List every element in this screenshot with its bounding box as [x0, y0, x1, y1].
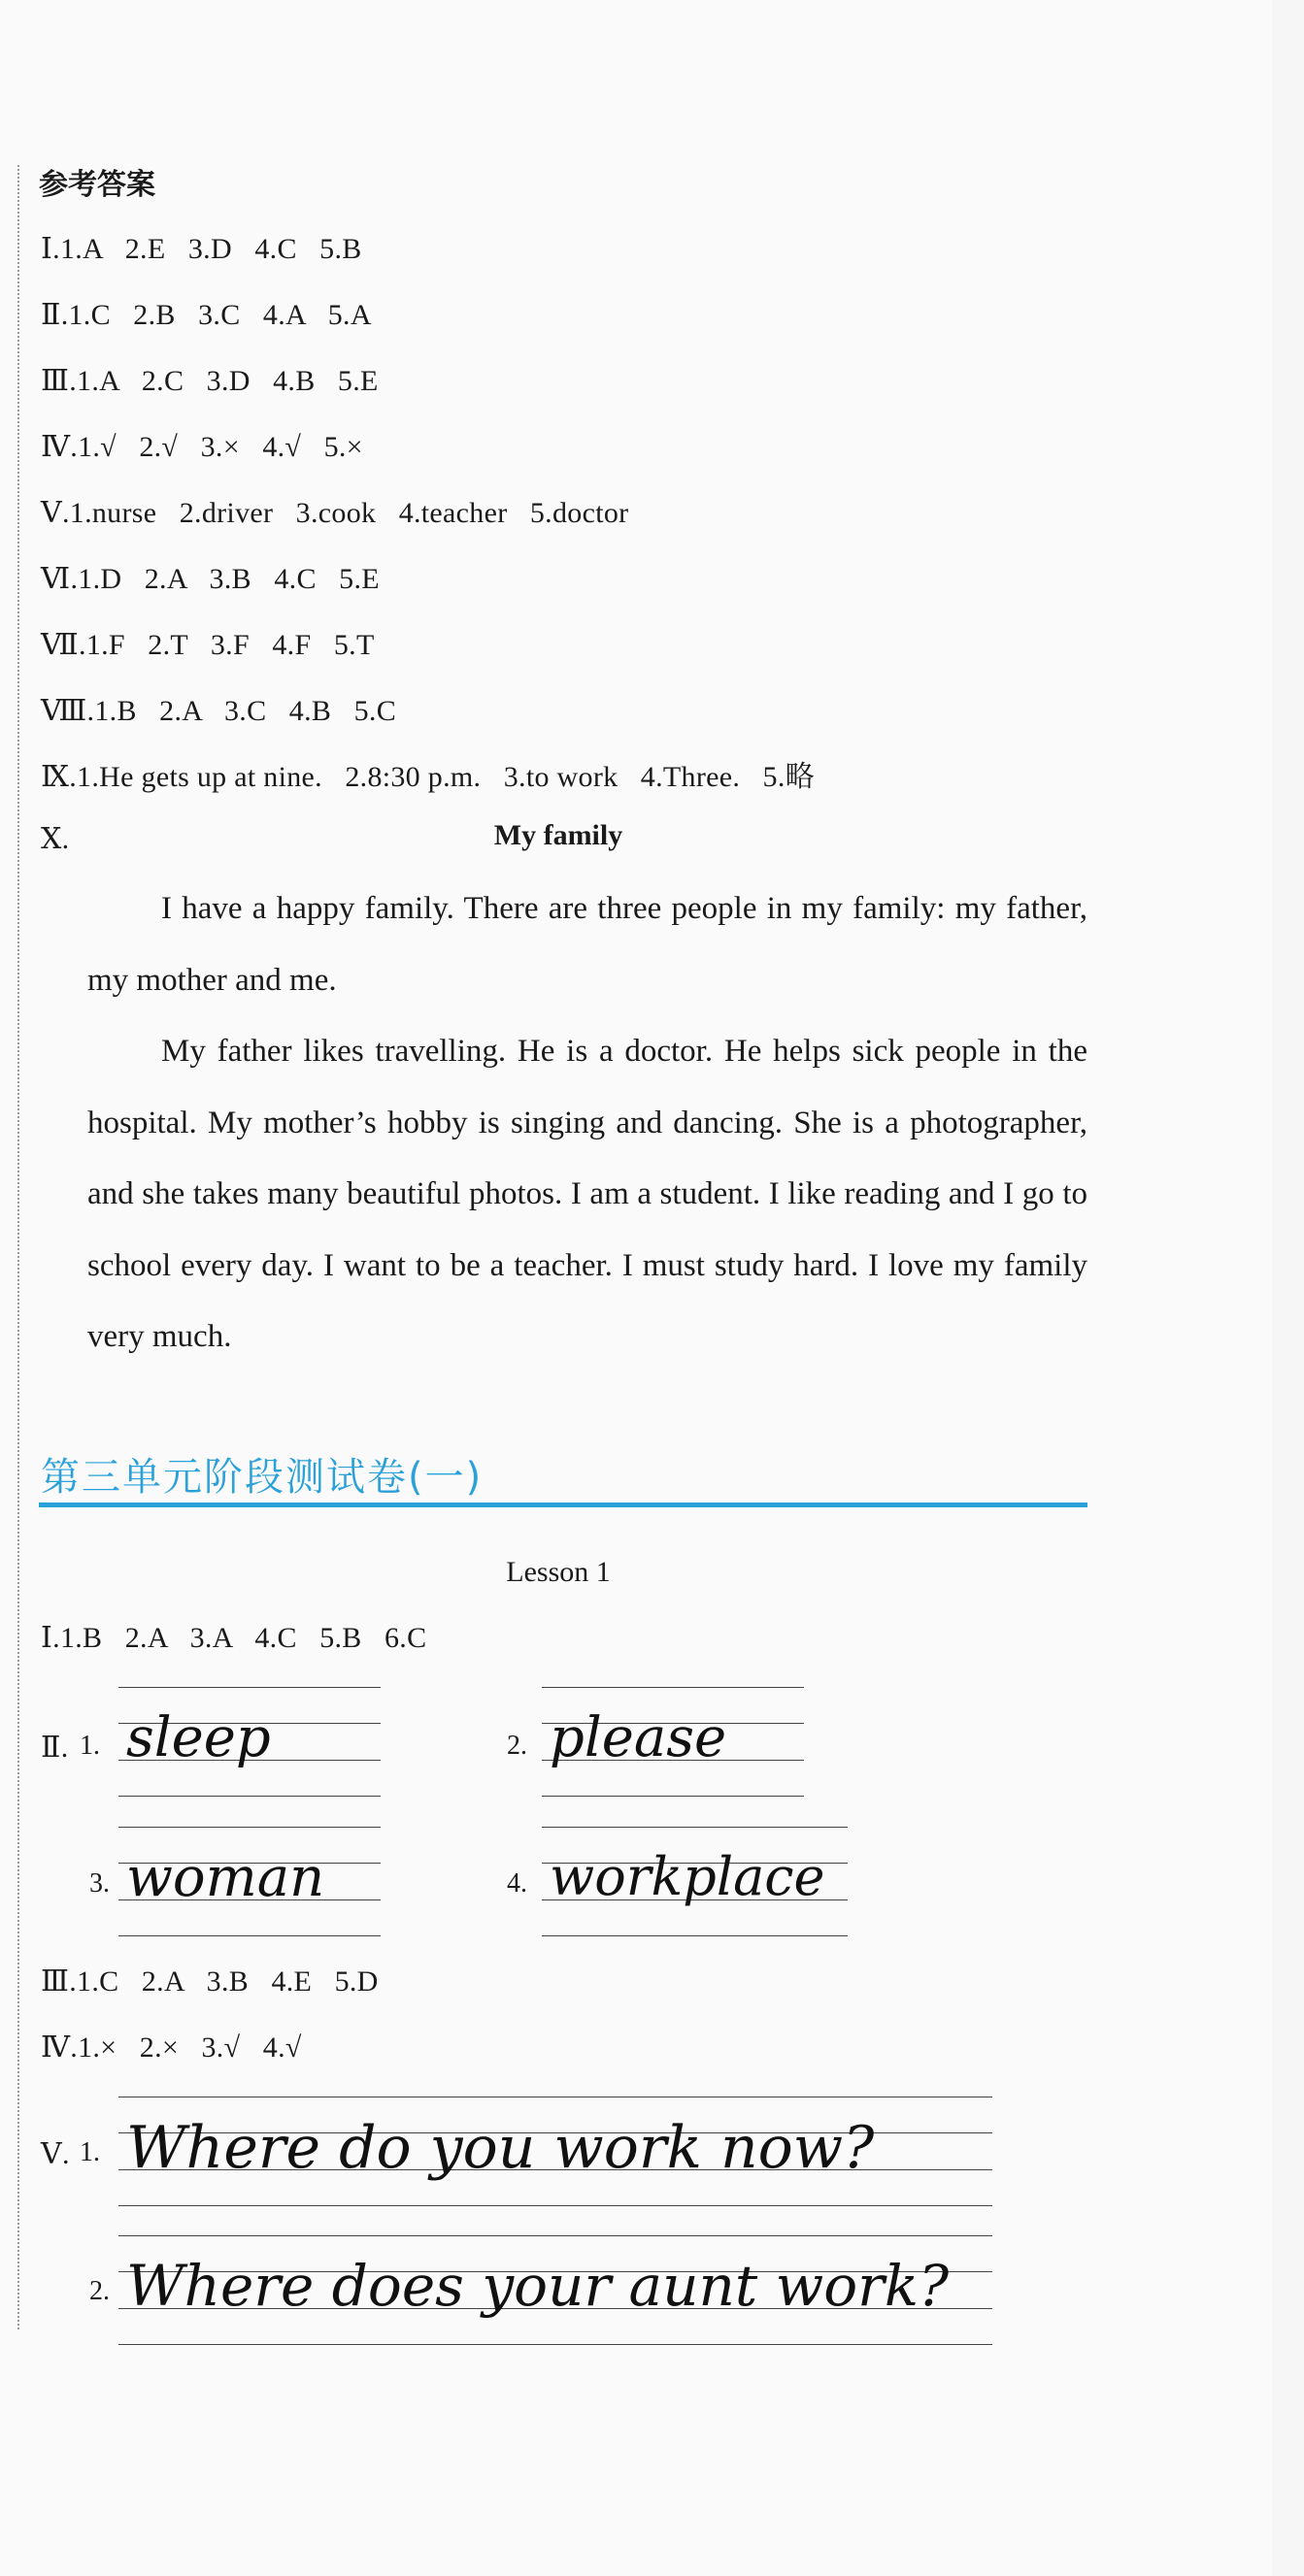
hw-word-box-4 — [542, 1827, 848, 1963]
hw-word-box-3 — [118, 1827, 381, 1963]
answer-line-7: Ⅶ.1.F 2.T 3.F 4.F 5.T — [41, 629, 375, 661]
hw-sentence-box-2 — [118, 2235, 992, 2371]
hw-word-num-1: 1. — [80, 1731, 100, 1761]
answer-line-6: Ⅵ.1.D 2.A 3.B 4.C 5.E — [41, 563, 380, 595]
answer-line-1: Ⅰ.1.A 2.E 3.D 4.C 5.B — [41, 233, 362, 265]
hw-word-num-3: 3. — [89, 1868, 110, 1899]
answer-line-8: Ⅷ.1.B 2.A 3.C 4.B 5.C — [41, 695, 397, 727]
lesson-part2-label: Ⅱ. — [41, 1732, 69, 1764]
hw-sentence-num-1: 1. — [80, 2137, 100, 2167]
answer-line-3: Ⅲ.1.A 2.C 3.D 4.B 5.E — [41, 365, 379, 397]
hw-sentence-box-1 — [118, 2097, 992, 2232]
hw-word-box-1 — [118, 1687, 381, 1823]
hw-sentence-2: Where does your aunt work? — [126, 2253, 950, 2319]
answer-line-5: Ⅴ.1.nurse 2.driver 3.cook 4.teacher 5.doctor — [41, 497, 629, 529]
answer-line-4: Ⅳ.1.√ 2.√ 3.× 4.√ 5.× — [41, 431, 363, 463]
hw-word-3: woman — [126, 1846, 325, 1909]
hw-sentence-num-2: 2. — [89, 2276, 110, 2306]
hw-word-num-2: 2. — [507, 1731, 527, 1761]
essay-body — [87, 874, 1087, 1373]
essay-title: My family — [493, 819, 623, 851]
lesson-answer-line-1: Ⅰ.1.B 2.A 3.A 4.C 5.B 6.C — [41, 1622, 427, 1654]
hw-word-4: workplace — [550, 1846, 825, 1907]
essay-paragraph-2: My father likes travelling. He is a doctor. He helps sick people in the hospital. My mother’s hobby is singing and dancing. She is a photographer, and she takes many beautiful photos. I am a student. I like reading and I go to school every day. I want to be a teacher. I must study hard. I love my family very much. — [87, 1034, 1087, 1354]
essay-label: Ⅹ. — [41, 823, 70, 855]
section-title: 第三单元阶段测试卷(一) — [41, 1455, 484, 1500]
answer-line-9: Ⅸ.1.He gets up at nine. 2.8:30 p.m. 3.to work 4.Three. 5.略 — [41, 761, 815, 793]
lesson-answer-line-4: Ⅳ.1.× 2.× 3.√ 4.√ — [41, 2031, 302, 2064]
hw-word-num-4: 4. — [507, 1868, 527, 1899]
essay-paragraph-1: I have a happy family. There are three people in my family: my father, my mother and me. — [87, 891, 1087, 998]
lesson-label: Lesson 1 — [506, 1556, 611, 1588]
hw-word-2: please — [550, 1706, 727, 1769]
lesson-answer-line-3: Ⅲ.1.C 2.A 3.B 4.E 5.D — [41, 1965, 379, 1998]
page-heading: 参考答案 — [39, 168, 155, 202]
answer-line-2: Ⅱ.1.C 2.B 3.C 4.A 5.A — [41, 299, 372, 331]
section-title-underline — [39, 1503, 1087, 1507]
hw-word-1: sleep — [126, 1706, 271, 1769]
hw-sentence-1: Where do you work now? — [126, 2114, 875, 2182]
hw-word-box-2 — [542, 1687, 804, 1823]
lesson-part5-label: Ⅴ. — [41, 2138, 70, 2170]
binding-dotted-line — [17, 165, 19, 2329]
